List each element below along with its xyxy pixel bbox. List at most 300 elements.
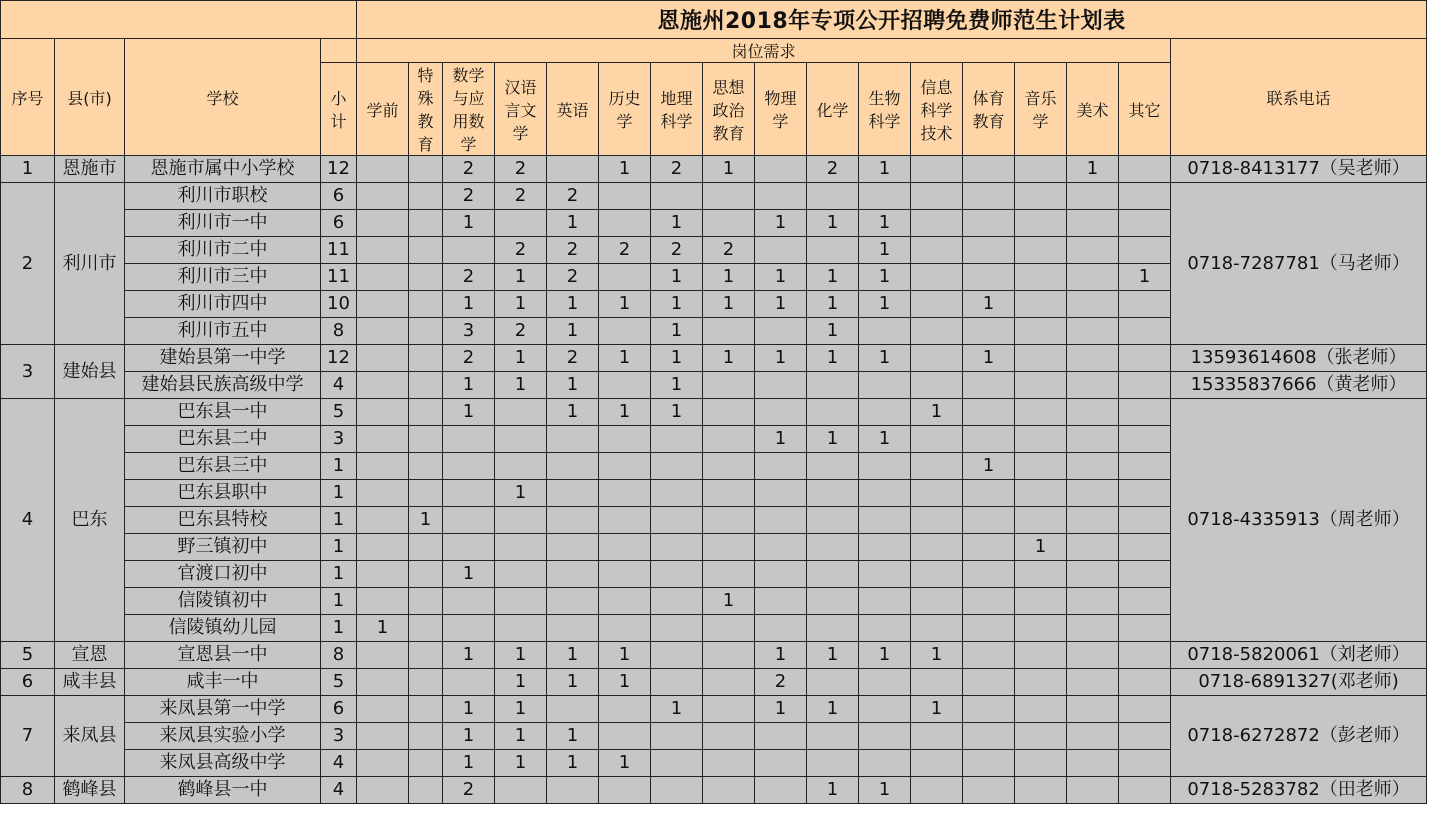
count-cell <box>963 750 1015 777</box>
count-cell <box>409 399 443 426</box>
count-cell <box>599 534 651 561</box>
count-cell: 1 <box>755 291 807 318</box>
count-cell: 1 <box>859 642 911 669</box>
count-cell <box>651 615 703 642</box>
count-cell <box>599 318 651 345</box>
count-cell <box>703 777 755 804</box>
count-cell <box>963 561 1015 588</box>
count-cell: 2 <box>651 237 703 264</box>
count-cell: 1 <box>807 345 859 372</box>
county-cell: 鹤峰县 <box>55 777 125 804</box>
count-cell: 1 <box>495 642 547 669</box>
count-cell <box>911 453 963 480</box>
subject-header: 音乐学 <box>1015 63 1067 156</box>
count-cell <box>547 156 599 183</box>
count-cell <box>495 453 547 480</box>
count-cell <box>963 318 1015 345</box>
school-cell: 建始县第一中学 <box>125 345 321 372</box>
count-cell: 2 <box>443 183 495 210</box>
table-row <box>1 669 1427 696</box>
count-cell <box>1015 210 1067 237</box>
count-cell <box>859 480 911 507</box>
phone-cell: 0718-5283782（田老师） <box>1171 777 1427 804</box>
count-cell <box>409 372 443 399</box>
count-cell <box>651 642 703 669</box>
count-cell <box>859 399 911 426</box>
count-cell: 1 <box>1119 264 1171 291</box>
count-cell: 1 <box>599 399 651 426</box>
subtotal-cell: 10 <box>321 291 357 318</box>
school-cell: 咸丰一中 <box>125 669 321 696</box>
count-cell <box>755 723 807 750</box>
count-cell: 1 <box>807 264 859 291</box>
count-cell: 2 <box>651 156 703 183</box>
count-cell <box>703 669 755 696</box>
count-cell <box>443 507 495 534</box>
count-cell <box>409 588 443 615</box>
subject-header: 地理科学 <box>651 63 703 156</box>
count-cell <box>1067 723 1119 750</box>
count-cell <box>1119 237 1171 264</box>
count-cell <box>703 507 755 534</box>
count-cell <box>409 210 443 237</box>
count-cell <box>963 264 1015 291</box>
subtotal-cell: 3 <box>321 426 357 453</box>
count-cell <box>1119 507 1171 534</box>
count-cell <box>651 534 703 561</box>
count-cell <box>443 480 495 507</box>
count-cell <box>859 534 911 561</box>
count-cell <box>963 777 1015 804</box>
count-cell: 1 <box>443 372 495 399</box>
count-cell <box>357 480 409 507</box>
count-cell <box>703 723 755 750</box>
count-cell <box>963 615 1015 642</box>
school-cell: 宣恩县一中 <box>125 642 321 669</box>
count-cell <box>1119 750 1171 777</box>
count-cell <box>1119 723 1171 750</box>
count-cell <box>1067 210 1119 237</box>
count-cell <box>911 480 963 507</box>
count-cell <box>409 777 443 804</box>
count-cell <box>963 480 1015 507</box>
count-cell <box>357 345 409 372</box>
count-cell: 1 <box>443 210 495 237</box>
count-cell <box>357 210 409 237</box>
count-cell <box>357 669 409 696</box>
school-cell: 利川市职校 <box>125 183 321 210</box>
count-cell: 1 <box>807 777 859 804</box>
count-cell <box>651 669 703 696</box>
count-cell <box>357 291 409 318</box>
count-cell <box>651 750 703 777</box>
count-cell <box>755 399 807 426</box>
count-cell: 1 <box>807 210 859 237</box>
count-cell <box>755 237 807 264</box>
count-cell <box>1119 345 1171 372</box>
page-title: 恩施州2018年专项公开招聘免费师范生计划表 <box>357 1 1427 39</box>
count-cell <box>1067 291 1119 318</box>
count-cell <box>703 426 755 453</box>
subtotal-cell: 1 <box>321 588 357 615</box>
count-cell: 1 <box>409 507 443 534</box>
count-cell: 2 <box>547 237 599 264</box>
subtotal-cell: 8 <box>321 642 357 669</box>
subtotal-cell: 1 <box>321 561 357 588</box>
school-cell: 信陵镇幼儿园 <box>125 615 321 642</box>
school-cell: 利川市五中 <box>125 318 321 345</box>
count-cell: 1 <box>859 426 911 453</box>
count-cell <box>1015 561 1067 588</box>
count-cell <box>409 453 443 480</box>
count-cell <box>357 264 409 291</box>
count-cell <box>1067 372 1119 399</box>
count-cell <box>807 534 859 561</box>
count-cell: 2 <box>807 156 859 183</box>
subtotal-cell: 1 <box>321 615 357 642</box>
count-cell <box>755 156 807 183</box>
count-cell: 2 <box>703 237 755 264</box>
count-cell <box>859 372 911 399</box>
count-cell <box>599 561 651 588</box>
count-cell <box>1067 507 1119 534</box>
count-cell: 1 <box>547 210 599 237</box>
subtotal-cell: 5 <box>321 669 357 696</box>
count-cell <box>1067 237 1119 264</box>
county-cell: 宣恩 <box>55 642 125 669</box>
count-cell: 1 <box>703 156 755 183</box>
count-cell <box>963 426 1015 453</box>
count-cell <box>599 588 651 615</box>
count-cell <box>547 588 599 615</box>
count-cell <box>1015 183 1067 210</box>
count-cell <box>1119 453 1171 480</box>
count-cell <box>599 183 651 210</box>
count-cell <box>357 642 409 669</box>
subtotal-cell: 8 <box>321 318 357 345</box>
subtotal-cell: 4 <box>321 777 357 804</box>
count-cell <box>1015 669 1067 696</box>
count-cell: 1 <box>443 723 495 750</box>
count-cell: 1 <box>859 237 911 264</box>
count-cell: 2 <box>443 156 495 183</box>
count-cell: 1 <box>495 750 547 777</box>
seq-header: 序号 <box>1 39 55 156</box>
school-cell: 利川市四中 <box>125 291 321 318</box>
count-cell: 2 <box>495 156 547 183</box>
county-cell: 恩施市 <box>55 156 125 183</box>
subject-header: 历史学 <box>599 63 651 156</box>
blank-header-cell <box>1 1 357 39</box>
county-cell: 来凤县 <box>55 696 125 777</box>
count-cell <box>357 534 409 561</box>
count-cell <box>547 480 599 507</box>
seq-cell: 6 <box>1 669 55 696</box>
phone-cell: 0718-7287781（马老师） <box>1171 183 1427 345</box>
subtotal-header-spacer <box>321 39 357 63</box>
count-cell <box>911 426 963 453</box>
count-cell <box>357 750 409 777</box>
count-cell: 1 <box>495 723 547 750</box>
count-cell <box>443 669 495 696</box>
count-cell <box>599 507 651 534</box>
count-cell <box>495 210 547 237</box>
count-cell <box>409 426 443 453</box>
count-cell <box>1067 318 1119 345</box>
count-cell: 1 <box>357 615 409 642</box>
count-cell <box>1015 345 1067 372</box>
count-cell <box>599 723 651 750</box>
count-cell <box>357 372 409 399</box>
subtotal-cell: 12 <box>321 345 357 372</box>
count-cell: 1 <box>703 291 755 318</box>
count-cell: 1 <box>443 561 495 588</box>
subtotal-cell: 11 <box>321 264 357 291</box>
count-cell <box>651 777 703 804</box>
count-cell <box>703 642 755 669</box>
phone-cell: 15335837666（黄老师） <box>1171 372 1427 399</box>
count-cell <box>1015 264 1067 291</box>
count-cell: 1 <box>599 345 651 372</box>
count-cell <box>409 561 443 588</box>
count-cell <box>547 507 599 534</box>
count-cell <box>443 588 495 615</box>
count-cell: 1 <box>755 264 807 291</box>
subject-header: 特殊教育 <box>409 63 443 156</box>
table-row <box>1 642 1427 669</box>
count-cell <box>859 183 911 210</box>
count-cell <box>807 588 859 615</box>
count-cell <box>963 588 1015 615</box>
count-cell: 1 <box>651 264 703 291</box>
count-cell <box>599 264 651 291</box>
count-cell: 1 <box>651 399 703 426</box>
count-cell <box>599 453 651 480</box>
count-cell <box>495 507 547 534</box>
count-cell <box>1015 453 1067 480</box>
count-cell: 1 <box>495 264 547 291</box>
count-cell: 1 <box>859 156 911 183</box>
count-cell <box>1119 777 1171 804</box>
count-cell <box>409 696 443 723</box>
count-cell: 1 <box>651 291 703 318</box>
count-cell <box>911 291 963 318</box>
count-cell <box>409 615 443 642</box>
count-cell <box>703 453 755 480</box>
seq-cell: 2 <box>1 183 55 345</box>
count-cell: 2 <box>443 345 495 372</box>
count-cell: 2 <box>755 669 807 696</box>
subtotal-cell: 6 <box>321 696 357 723</box>
count-cell <box>1119 615 1171 642</box>
count-cell <box>911 669 963 696</box>
count-cell <box>859 696 911 723</box>
count-cell <box>357 453 409 480</box>
count-cell <box>599 426 651 453</box>
count-cell <box>443 453 495 480</box>
phone-cell: 0718-4335913（周老师） <box>1171 399 1427 642</box>
count-cell <box>651 426 703 453</box>
count-cell: 1 <box>547 372 599 399</box>
count-cell <box>357 777 409 804</box>
count-cell <box>443 615 495 642</box>
position-group-header: 岗位需求 <box>357 39 1171 63</box>
count-cell: 1 <box>755 345 807 372</box>
count-cell <box>755 561 807 588</box>
count-cell <box>859 453 911 480</box>
count-cell <box>409 723 443 750</box>
count-cell: 1 <box>443 696 495 723</box>
count-cell: 1 <box>495 345 547 372</box>
count-cell <box>1067 669 1119 696</box>
count-cell <box>1067 453 1119 480</box>
count-cell <box>703 561 755 588</box>
school-cell: 官渡口初中 <box>125 561 321 588</box>
count-cell <box>859 318 911 345</box>
count-cell <box>1067 615 1119 642</box>
subject-header: 物理学 <box>755 63 807 156</box>
count-cell: 1 <box>807 642 859 669</box>
count-cell: 1 <box>807 291 859 318</box>
count-cell: 1 <box>807 426 859 453</box>
count-cell <box>599 210 651 237</box>
count-cell <box>1015 237 1067 264</box>
count-cell <box>807 480 859 507</box>
count-cell <box>409 156 443 183</box>
count-cell <box>859 588 911 615</box>
count-cell <box>1119 291 1171 318</box>
count-cell <box>1015 372 1067 399</box>
count-cell <box>859 750 911 777</box>
phone-cell: 0718-6891327(邓老师) <box>1171 669 1427 696</box>
count-cell: 2 <box>495 318 547 345</box>
count-cell <box>357 399 409 426</box>
count-cell <box>547 696 599 723</box>
school-cell: 利川市三中 <box>125 264 321 291</box>
count-cell <box>755 588 807 615</box>
count-cell: 1 <box>547 750 599 777</box>
count-cell <box>443 534 495 561</box>
count-cell <box>1067 534 1119 561</box>
count-cell <box>755 615 807 642</box>
school-cell: 恩施市属中小学校 <box>125 156 321 183</box>
count-cell <box>495 777 547 804</box>
subject-header: 其它 <box>1119 63 1171 156</box>
seq-cell: 7 <box>1 696 55 777</box>
count-cell <box>443 237 495 264</box>
count-cell: 2 <box>495 183 547 210</box>
count-cell <box>807 723 859 750</box>
count-cell: 1 <box>963 453 1015 480</box>
school-cell: 来凤县第一中学 <box>125 696 321 723</box>
count-cell <box>963 507 1015 534</box>
count-cell <box>807 399 859 426</box>
count-cell <box>911 183 963 210</box>
count-cell: 1 <box>963 345 1015 372</box>
county-cell: 咸丰县 <box>55 669 125 696</box>
count-cell <box>547 453 599 480</box>
count-cell <box>651 183 703 210</box>
count-cell <box>911 588 963 615</box>
count-cell <box>1119 426 1171 453</box>
count-cell: 1 <box>495 372 547 399</box>
subtotal-cell: 6 <box>321 210 357 237</box>
subject-header: 美术 <box>1067 63 1119 156</box>
count-cell: 1 <box>651 318 703 345</box>
count-cell <box>1119 156 1171 183</box>
count-cell: 1 <box>599 642 651 669</box>
subtotal-cell: 12 <box>321 156 357 183</box>
count-cell: 2 <box>599 237 651 264</box>
count-cell <box>963 183 1015 210</box>
count-cell: 1 <box>963 291 1015 318</box>
count-cell <box>651 480 703 507</box>
count-cell <box>755 777 807 804</box>
count-cell <box>1119 480 1171 507</box>
count-cell <box>495 615 547 642</box>
count-cell <box>755 183 807 210</box>
count-cell: 1 <box>755 696 807 723</box>
count-cell <box>599 777 651 804</box>
count-cell: 1 <box>599 291 651 318</box>
count-cell: 1 <box>547 318 599 345</box>
count-cell <box>1119 588 1171 615</box>
subject-header: 学前 <box>357 63 409 156</box>
count-cell: 1 <box>1067 156 1119 183</box>
count-cell: 2 <box>547 264 599 291</box>
count-cell <box>409 237 443 264</box>
count-cell <box>1015 615 1067 642</box>
subject-header: 生物科学 <box>859 63 911 156</box>
count-cell <box>755 480 807 507</box>
phone-cell: 0718-6272872（彭老师） <box>1171 696 1427 777</box>
count-cell: 1 <box>651 345 703 372</box>
count-cell <box>409 291 443 318</box>
count-cell <box>495 588 547 615</box>
school-cell: 利川市二中 <box>125 237 321 264</box>
count-cell: 1 <box>547 723 599 750</box>
count-cell <box>859 723 911 750</box>
count-cell <box>547 561 599 588</box>
school-cell: 来凤县实验小学 <box>125 723 321 750</box>
count-cell: 1 <box>547 399 599 426</box>
count-cell: 1 <box>599 156 651 183</box>
count-cell: 3 <box>443 318 495 345</box>
count-cell <box>807 750 859 777</box>
count-cell <box>807 453 859 480</box>
count-cell <box>651 588 703 615</box>
count-cell <box>357 723 409 750</box>
count-cell <box>963 372 1015 399</box>
school-header: 学校 <box>125 39 321 156</box>
seq-cell: 3 <box>1 345 55 399</box>
phone-cell: 0718-5820061（刘老师） <box>1171 642 1427 669</box>
count-cell <box>1015 426 1067 453</box>
count-cell <box>963 642 1015 669</box>
count-cell: 1 <box>859 210 911 237</box>
count-cell <box>1119 399 1171 426</box>
count-cell: 1 <box>911 642 963 669</box>
subject-header: 化学 <box>807 63 859 156</box>
count-cell <box>1067 183 1119 210</box>
count-cell <box>911 723 963 750</box>
count-cell <box>547 777 599 804</box>
count-cell <box>357 507 409 534</box>
subtotal-header: 小计 <box>321 63 357 156</box>
count-cell <box>703 480 755 507</box>
seq-cell: 5 <box>1 642 55 669</box>
count-cell <box>911 507 963 534</box>
